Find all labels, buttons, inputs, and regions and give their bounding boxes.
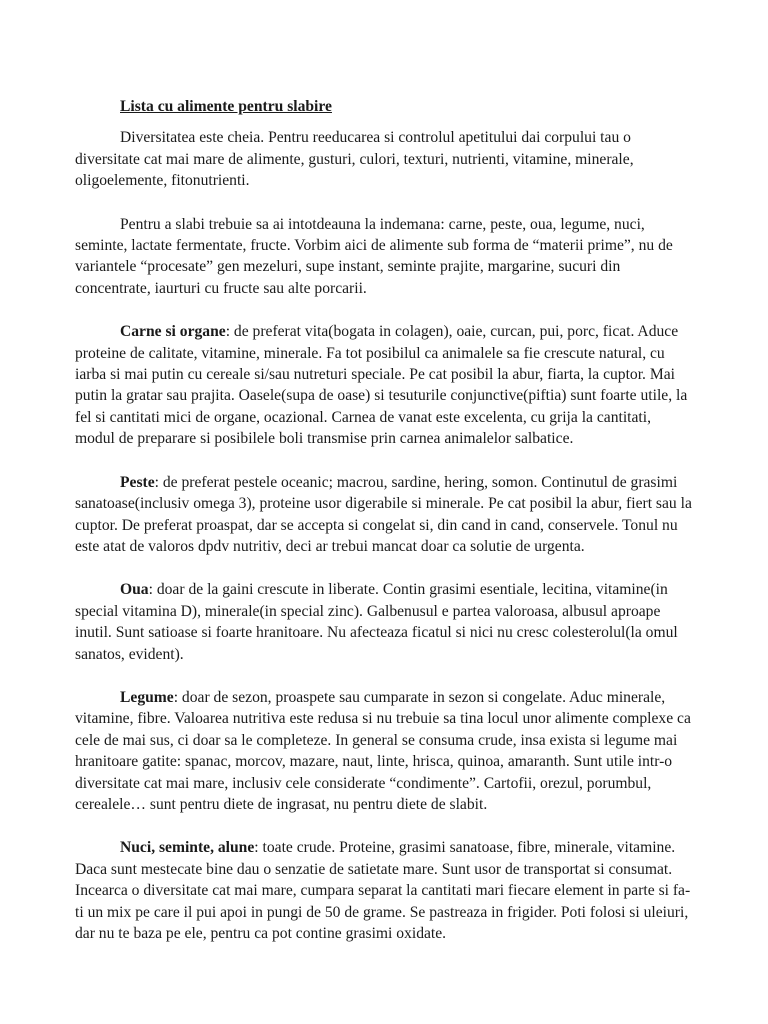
paragraph-heading: Carne si organe	[120, 323, 226, 341]
paragraph-heading: Oua	[120, 581, 149, 599]
paragraph-text: : doar de sezon, proaspete sau cumparate in sezon si congelate. Aduc minerale, vitamine, fibre. Valoarea nutritiva este redusa si nu trebuie sa tina locul unor alimente complexe ca cele de mai sus, ci doar sa le completeze. In general se consuma crude, insa exista si legume mai hranitoare gatite: spanac, morcov, mazare, naut, linte, hrisca, quinoa, amaranth. Sunt utile intr-o diversitate cat mai mare, inclusiv cele considerate “condimente”. Cartofii, orezul, porumbul, cerealele… sunt pentru diete de ingrasat, nu pentru diete de slabit.	[75, 688, 691, 813]
paragraph-nuts	[75, 837, 693, 944]
paragraph-vegetables	[75, 687, 693, 815]
paragraph-text: : de preferat vita(bogata in colagen), oaie, curcan, pui, porc, ficat. Aduce proteine de calitate, vitamine, minerale. Fa tot posibilul ca animalele sa fie crescute natural, cu iarba si mai putin cu cereale si/sau nutreturi speciale. Pe cat posibil la abur, fiarta, la cuptor. Mai putin la gratar sau prajita. Oasele(supa de oase) si tesuturile conjunctive(piftia) sunt foarte utile, la fel si cantitati mici de organe, ocazional. Carnea de vanat este excelenta, cu grija la cantitati, modul de preparare si posibilele boli transmise prin carnea animalelor salbatice.	[75, 323, 688, 448]
paragraph-heading: Nuci, seminte, alune	[120, 839, 255, 857]
document-title: Lista cu alimente pentru slabire	[120, 98, 332, 115]
paragraph-text: : doar de la gaini crescute in liberate. Contin grasimi esentiale, lecitina, vitamine(in special vitamina D), minerale(in special zinc). Galbenusul e partea valoroasa, albusul aproape inutil. Sunt satioase si foarte hranitoare. Nu afecteaza ficatul si nici nu cresc colesterolul(la omul sanatos, evident).	[75, 581, 678, 663]
paragraph-text: Diversitatea este cheia. Pentru reeducarea si controlul apetitului dai corpului tau o diversitate cat mai mare de alimente, gusturi, culori, texturi, nutrienti, vitamine, minerale, oligoelemente, fitonutrienti.	[75, 129, 634, 190]
paragraph-essentials	[75, 214, 693, 300]
paragraph-text: Pentru a slabi trebuie sa ai intotdeauna la indemana: carne, peste, oua, legume, nuci, seminte, lactate fermentate, fructe. Vorbim aici de alimente sub forma de “materii prime”, nu de variantele “procesate” gen mezeluri, supe instant, seminte prajite, margarine, sucuri din concentrate, iaurturi cu fructe sau alte porcarii.	[75, 215, 673, 297]
paragraph-fish	[75, 472, 693, 558]
paragraph-text: : toate crude. Proteine, grasimi sanatoase, fibre, minerale, vitamine. Daca sunt mestecate bine dau o senzatie de satietate mare. Sunt usor de transportat si consumat. Incearca o diversitate cat mai mare, cumpara separat la cantitati mari fiecare element in parte si fa-ti un mix pe care il pui apoi in pungi de 50 de grame. Se pastreaza in frigider. Poti folosi si uleiuri, dar nu te baza pe ele, pentru ca pot contine grasimi oxidate.	[75, 839, 691, 942]
paragraph-meat	[75, 321, 693, 449]
paragraph-heading: Peste	[120, 473, 155, 491]
paragraph-heading: Legume	[120, 688, 174, 706]
paragraph-eggs	[75, 579, 693, 665]
paragraph-diversity	[75, 127, 693, 191]
document-page	[75, 96, 693, 966]
paragraph-text: : de preferat pestele oceanic; macrou, sardine, hering, somon. Continutul de grasimi sanatoase(inclusiv omega 3), proteine usor digerabile si minerale. Pe cat posibil la abur, fiert sau la cuptor. De preferat proaspat, dar se accepta si congelat si, din cand in cand, conservele. Tonul nu este atat de valoros dpdv nutritiv, deci ar trebui mancat doar ca solutie de urgenta.	[75, 473, 692, 555]
